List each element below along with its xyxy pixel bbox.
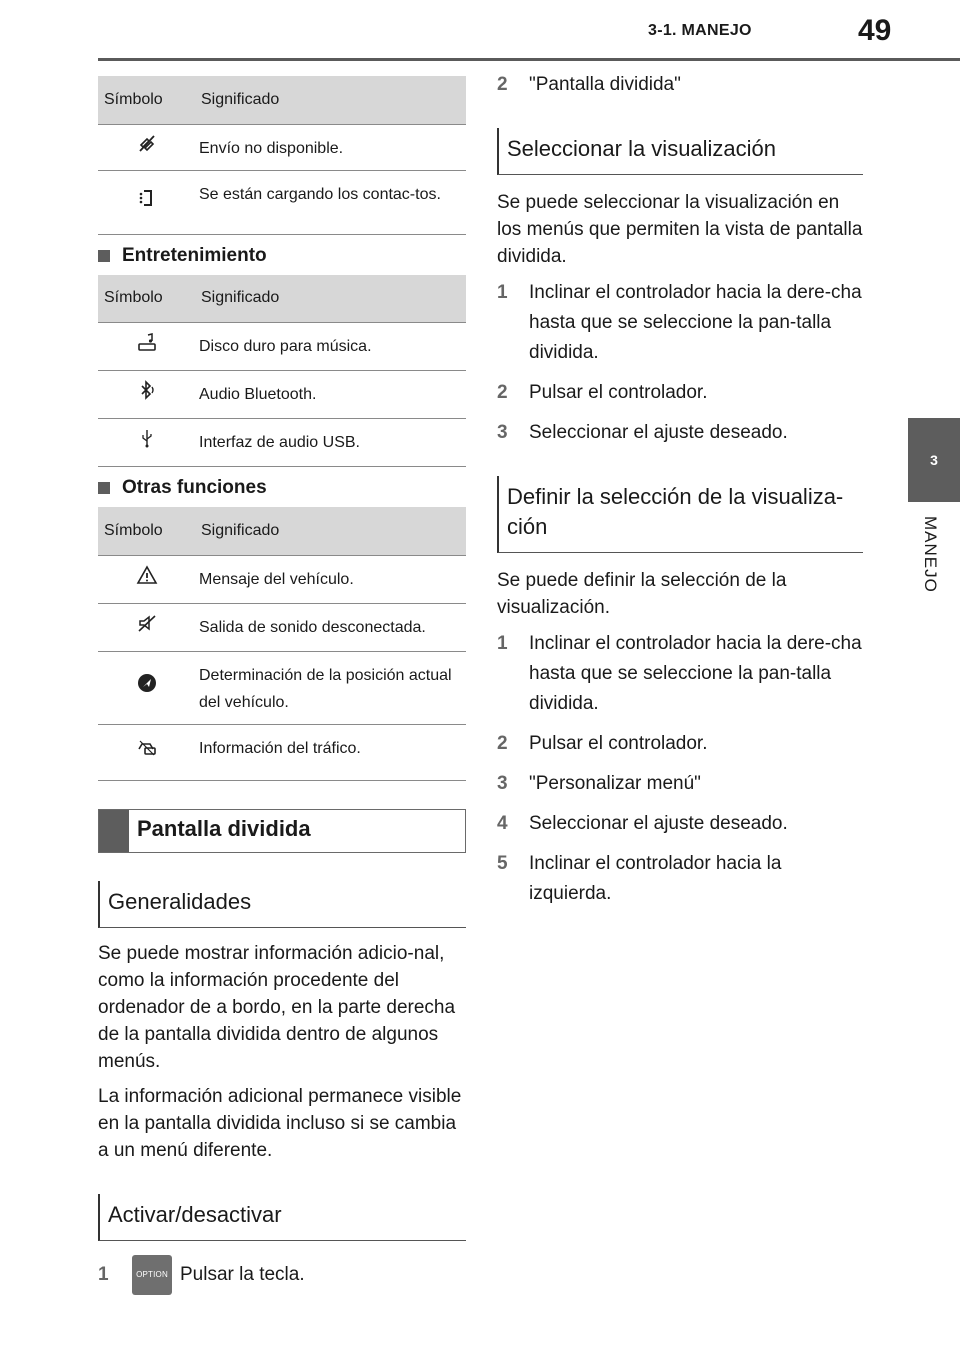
warning-triangle-icon	[98, 555, 195, 603]
step-item	[497, 629, 863, 719]
paragraph: Se puede definir la selección de la visualización.	[497, 570, 787, 618]
table-cell: Salida de sonido desconectada.	[195, 603, 466, 651]
step-text: Pulsar el controlador.	[529, 733, 708, 754]
step-text: "Pantalla dividida"	[529, 74, 681, 95]
table-cell: Envío no disponible.	[195, 124, 466, 170]
sound-off-icon	[98, 603, 195, 651]
position-arrow-icon	[98, 651, 195, 724]
step-item	[497, 70, 863, 100]
col-header-meaning: Significado	[195, 507, 466, 555]
step-number: 4	[497, 813, 508, 834]
col-header-symbol: Símbolo	[98, 76, 195, 124]
table-cell: Audio Bluetooth.	[195, 371, 466, 419]
step-number: 1	[98, 1263, 109, 1285]
step-item	[497, 729, 863, 759]
step-number: 5	[497, 853, 508, 874]
step-number: 2	[497, 74, 508, 95]
step-item	[98, 1255, 466, 1295]
contacts-loading-icon	[98, 170, 195, 234]
table-row	[98, 124, 466, 170]
heading-generalidades: Generalidades	[98, 881, 466, 928]
table-row	[98, 371, 466, 419]
chapter-number: 3	[930, 452, 938, 468]
step-item	[497, 378, 863, 408]
heading-definir: Definir la selección de la visualiza-ción	[497, 476, 863, 553]
heading-seleccionar: Seleccionar la visualización	[497, 128, 863, 175]
step-item	[497, 849, 863, 909]
symbol-table-messages	[98, 76, 466, 235]
section-bar	[99, 810, 129, 852]
step-item	[497, 769, 863, 799]
symbol-table-other	[98, 507, 466, 781]
subheading-text: Otras funciones	[122, 477, 267, 498]
bluetooth-audio-icon	[98, 371, 195, 419]
table-cell: Mensaje del vehículo.	[195, 555, 466, 603]
table-row	[98, 323, 466, 371]
subheading-text: Entretenimiento	[122, 244, 267, 266]
step-text: Pulsar el controlador.	[529, 382, 708, 403]
send-unavailable-icon	[98, 124, 195, 170]
paragraph: Se puede mostrar información adicio-nal, como la información procedente del ordenador de a bordo, en la parte derecha de la pantalla dividida dentro de algunos menús.	[98, 942, 456, 1072]
bullet-square-icon	[98, 250, 110, 262]
paragraph: La información adicional permanece visible en la pantalla dividida incluso si se cambia a un menú diferente.	[98, 1085, 462, 1161]
step-number: 1	[497, 282, 508, 303]
col-header-symbol: Símbolo	[98, 507, 195, 555]
step-text: Seleccionar el ajuste deseado.	[529, 813, 788, 834]
table-cell: Disco duro para música.	[195, 323, 466, 371]
usb-icon	[98, 419, 195, 467]
step-number: 3	[497, 422, 508, 443]
step-item	[497, 809, 863, 839]
right-column	[497, 70, 863, 919]
step-text: Inclinar el controlador hacia la izquierda.	[529, 853, 782, 904]
table-row	[98, 170, 466, 234]
table-row	[98, 419, 466, 467]
section-title: 3-1. MANEJO	[648, 22, 752, 39]
step-text: Inclinar el controlador hacia la dere-cha hasta que se seleccione la pan-talla dividida.	[529, 633, 862, 714]
bullet-square-icon	[98, 482, 110, 494]
chapter-label: MANEJO	[921, 516, 940, 593]
paragraph: Se puede seleccionar la visualización en los menús que permiten la vista de pantalla dividida.	[497, 192, 863, 267]
table-cell: Información del tráfico.	[195, 724, 466, 780]
heading-activar: Activar/desactivar	[98, 1194, 466, 1241]
subheading-otras	[98, 477, 466, 499]
step-text: Inclinar el controlador hacia la dere-cha hasta que se seleccione la pan-talla dividida.	[529, 282, 862, 363]
traffic-info-icon	[98, 724, 195, 780]
section-title: Pantalla dividida	[137, 815, 311, 841]
chapter-tab	[908, 418, 960, 502]
col-header-meaning: Significado	[195, 76, 466, 124]
step-number: 1	[497, 633, 508, 654]
table-cell: Interfaz de audio USB.	[195, 419, 466, 467]
left-column	[98, 76, 466, 1305]
subheading-entretenimiento	[98, 245, 466, 267]
section-box-pantalla-dividida	[98, 809, 466, 853]
step-text: "Personalizar menú"	[529, 773, 701, 794]
col-header-meaning: Significado	[195, 275, 466, 323]
step-number: 2	[497, 382, 508, 403]
step-text: Seleccionar el ajuste deseado.	[529, 422, 788, 443]
step-number: 2	[497, 733, 508, 754]
table-row	[98, 651, 466, 724]
table-row	[98, 724, 466, 780]
option-button-icon: OPTION	[132, 1255, 172, 1295]
hard-disk-music-icon	[98, 323, 195, 371]
step-text: Pulsar la tecla.	[180, 1263, 305, 1285]
table-row	[98, 603, 466, 651]
symbol-table-entertainment	[98, 275, 466, 468]
header-rule	[98, 58, 960, 61]
step-item	[497, 278, 863, 368]
step-item	[497, 418, 863, 448]
col-header-symbol: Símbolo	[98, 275, 195, 323]
step-number: 3	[497, 773, 508, 794]
table-cell: Se están cargando los contac-tos.	[195, 170, 466, 234]
table-cell: Determinación de la posición actual del vehículo.	[195, 651, 466, 724]
page-number: 49	[858, 14, 892, 47]
table-row	[98, 555, 466, 603]
